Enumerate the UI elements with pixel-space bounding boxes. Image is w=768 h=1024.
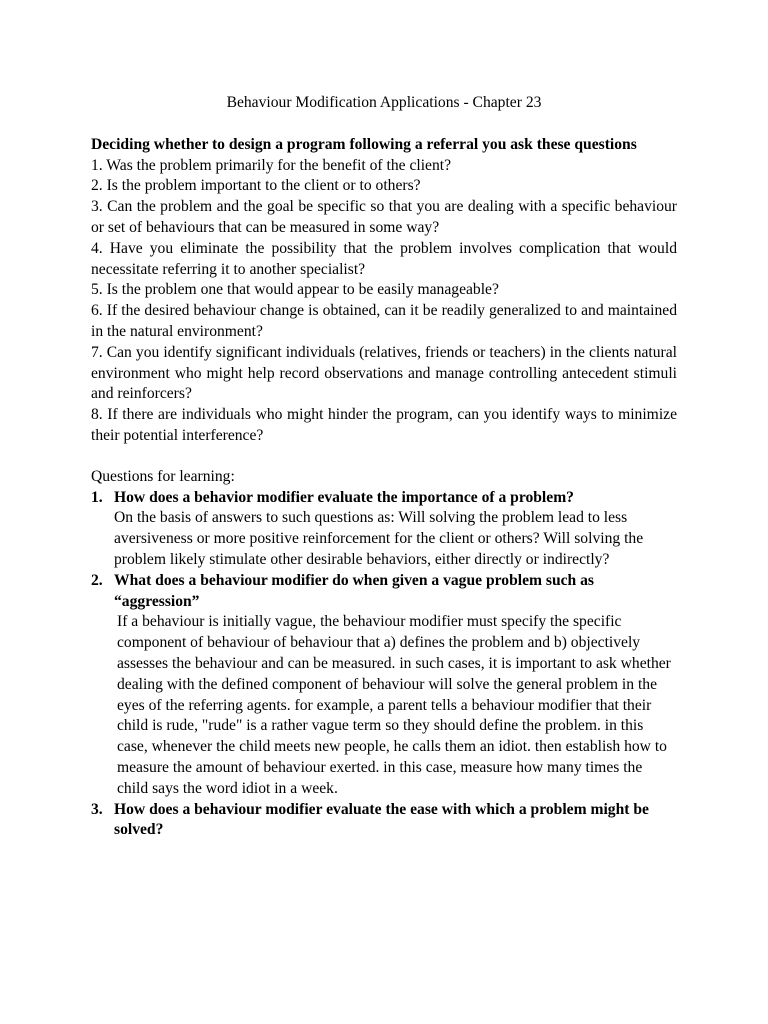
learning-section-title: Questions for learning:: [91, 467, 235, 485]
learning-item-number: 2.: [91, 571, 103, 589]
learning-item-number: 3.: [91, 800, 103, 818]
referral-question: 3. Can the problem and the goal be specific so that you are dealing with a specific behaviour or set of behaviours that can be measured in some way?: [91, 198, 677, 236]
referral-question: 6. If the desired behaviour change is obtained, can it be readily generalized to and maintained in the natural environment?: [91, 302, 677, 340]
referral-question-list: [91, 156, 677, 447]
document-title: Behaviour Modification Applications - Chapter 23: [226, 94, 542, 111]
learning-item-number: 1.: [91, 488, 103, 506]
learning-item: [91, 571, 677, 800]
referral-question: 2. Is the problem important to the client or to others?: [91, 177, 421, 195]
section-heading: Deciding whether to design a program following a referral you ask these questions: [91, 135, 637, 153]
referral-question: 5. Is the problem one that would appear to be easily manageable?: [91, 281, 499, 299]
learning-question: What does a behaviour modifier do when given a vague problem such as “aggression”: [114, 571, 594, 610]
learning-question: How does a behavior modifier evaluate the importance of a problem?: [114, 488, 574, 506]
learning-answer: If a behaviour is initially vague, the behaviour modifier must specify the specific component of behaviour of behaviour that a) defines the problem and b) objectively assesses the behaviour and can be measured. in such cases, it is important to ask whether dealing with the defined component of behaviour will solve the general problem in the eyes of the referring agents. for example, a parent tells a behaviour modifier that their child is rude, "rude" is a rather vague term so they should define the problem. in this case, whenever the child meets new people, he calls them an idiot. then establish how to measure the amount of behaviour exerted. in this case, measure how many times the child says the word idiot in a week.: [117, 613, 671, 797]
referral-question: 8. If there are individuals who might hinder the program, can you identify ways to minimize their potential interference?: [91, 406, 677, 444]
referral-question: 1. Was the problem primarily for the benefit of the client?: [91, 156, 452, 174]
learning-item: [91, 800, 677, 842]
learning-question-list: [91, 488, 677, 842]
document-page: [91, 93, 677, 841]
referral-question: 7. Can you identify significant individuals (relatives, friends or teachers) in the clients natural environment who might help record observations and manage controlling antecedent stimuli and reinforcers?: [91, 343, 677, 403]
learning-item: [91, 488, 677, 571]
learning-answer: On the basis of answers to such questions as: Will solving the problem lead to less aversiveness or more positive reinforcement for the client or others? Will solving the problem likely stimulate other desirable behaviors, either directly or indirectly?: [114, 509, 644, 568]
learning-question: How does a behaviour modifier evaluate the ease with which a problem might be solved?: [114, 800, 649, 839]
referral-question: 4. Have you eliminate the possibility that the problem involves complication that would necessitate referring it to another specialist?: [91, 239, 677, 278]
paragraph-spacer: [91, 447, 677, 467]
